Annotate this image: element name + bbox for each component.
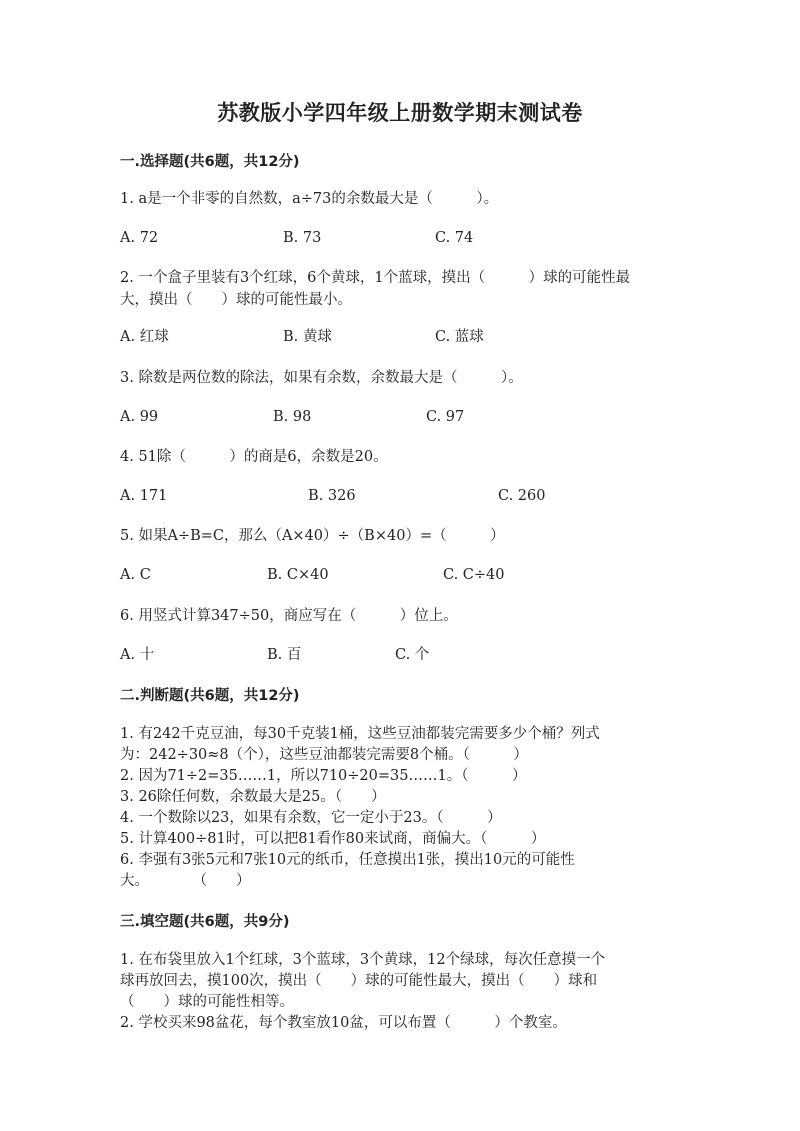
option-c: C. 97 (426, 409, 465, 425)
fill-in-line: 1. 在布袋里放入1个红球，3个蓝球，3个黄球，12个绿球，每次任意摸一个 (120, 952, 606, 968)
option-b: B. 326 (308, 488, 356, 504)
judgement-line: 5. 计算400÷81时，可以把81看作80来试商，商偏大。（ ） (120, 831, 546, 847)
option-b: B. 73 (283, 230, 322, 246)
option-a: A. C (120, 567, 151, 583)
option-a: A. 红球 (120, 329, 169, 345)
judgement-line: 4. 一个数除以23，如果有余数，它一定小于23。（ ） (120, 810, 502, 826)
option-b: B. 百 (267, 647, 302, 663)
judgement-line: 大。 （ ） (120, 873, 251, 889)
judgement-line: 2. 因为71÷2=35……1，所以710÷20=35……1。（ ） (120, 768, 527, 784)
page-title: 苏教版小学四年级上册数学期末测试卷 (217, 101, 583, 125)
option-b: B. 黄球 (283, 329, 332, 345)
option-c: C. C÷40 (443, 567, 505, 583)
judgement-line: 1. 有242千克豆油，每30千克装1桶，这些豆油都装完需要多少个桶？列式 (120, 726, 600, 742)
question-4: 4. 51除（ ）的商是6，余数是20。 (120, 449, 388, 465)
option-b: B. C×40 (267, 567, 329, 583)
fill-in-line: 2. 学校买来98盆花，每个教室放10盆，可以布置（ ）个教室。 (120, 1015, 567, 1031)
fill-in-line: 球再放回去，摸100次，摸出（ ）球的可能性最大，摸出（ ）球和 (120, 973, 598, 989)
option-a: A. 171 (120, 488, 168, 504)
question-6: 6. 用竖式计算347÷50，商应写在（ ）位上。 (120, 608, 458, 624)
option-a: A. 72 (120, 230, 159, 246)
question-3: 3. 除数是两位数的除法，如果有余数，余数最大是（ ）。 (120, 370, 523, 386)
question-2-line-2: 大，摸出（ ）球的可能性最小。 (120, 292, 352, 308)
section-heading-choice: 一.选择题(共6题，共12分) (120, 154, 300, 170)
fill-in-line: （ ）球的可能性相等。 (120, 994, 294, 1010)
judgement-line: 3. 26除任何数，余数最大是25。（ ） (120, 789, 386, 805)
judgement-line: 6. 李强有3张5元和7张10元的纸币，任意摸出1张，摸出10元的可能性 (120, 852, 575, 868)
option-b: B. 98 (273, 409, 312, 425)
question-2-line-1: 2. 一个盒子里装有3个红球，6个黄球，1个蓝球，摸出（ ）球的可能性最 (120, 270, 631, 286)
section-heading-fill-in: 三.填空题(共6题，共9分) (120, 914, 290, 930)
judgement-line: 为：242÷30≈8（个），这些豆油都装完需要8个桶。（ ） (120, 747, 528, 763)
question-5: 5. 如果A÷B=C，那么（A×40）÷（B×40）=（ ） (120, 528, 505, 544)
section-heading-judgement: 二.判断题(共6题，共12分) (120, 688, 300, 704)
option-c: C. 个 (395, 647, 430, 663)
option-a: A. 十 (120, 647, 155, 663)
question-1: 1. a是一个非零的自然数，a÷73的余数最大是（ ）。 (120, 191, 499, 207)
option-c: C. 蓝球 (435, 329, 484, 345)
option-c: C. 74 (435, 230, 474, 246)
option-c: C. 260 (498, 488, 546, 504)
option-a: A. 99 (120, 409, 159, 425)
